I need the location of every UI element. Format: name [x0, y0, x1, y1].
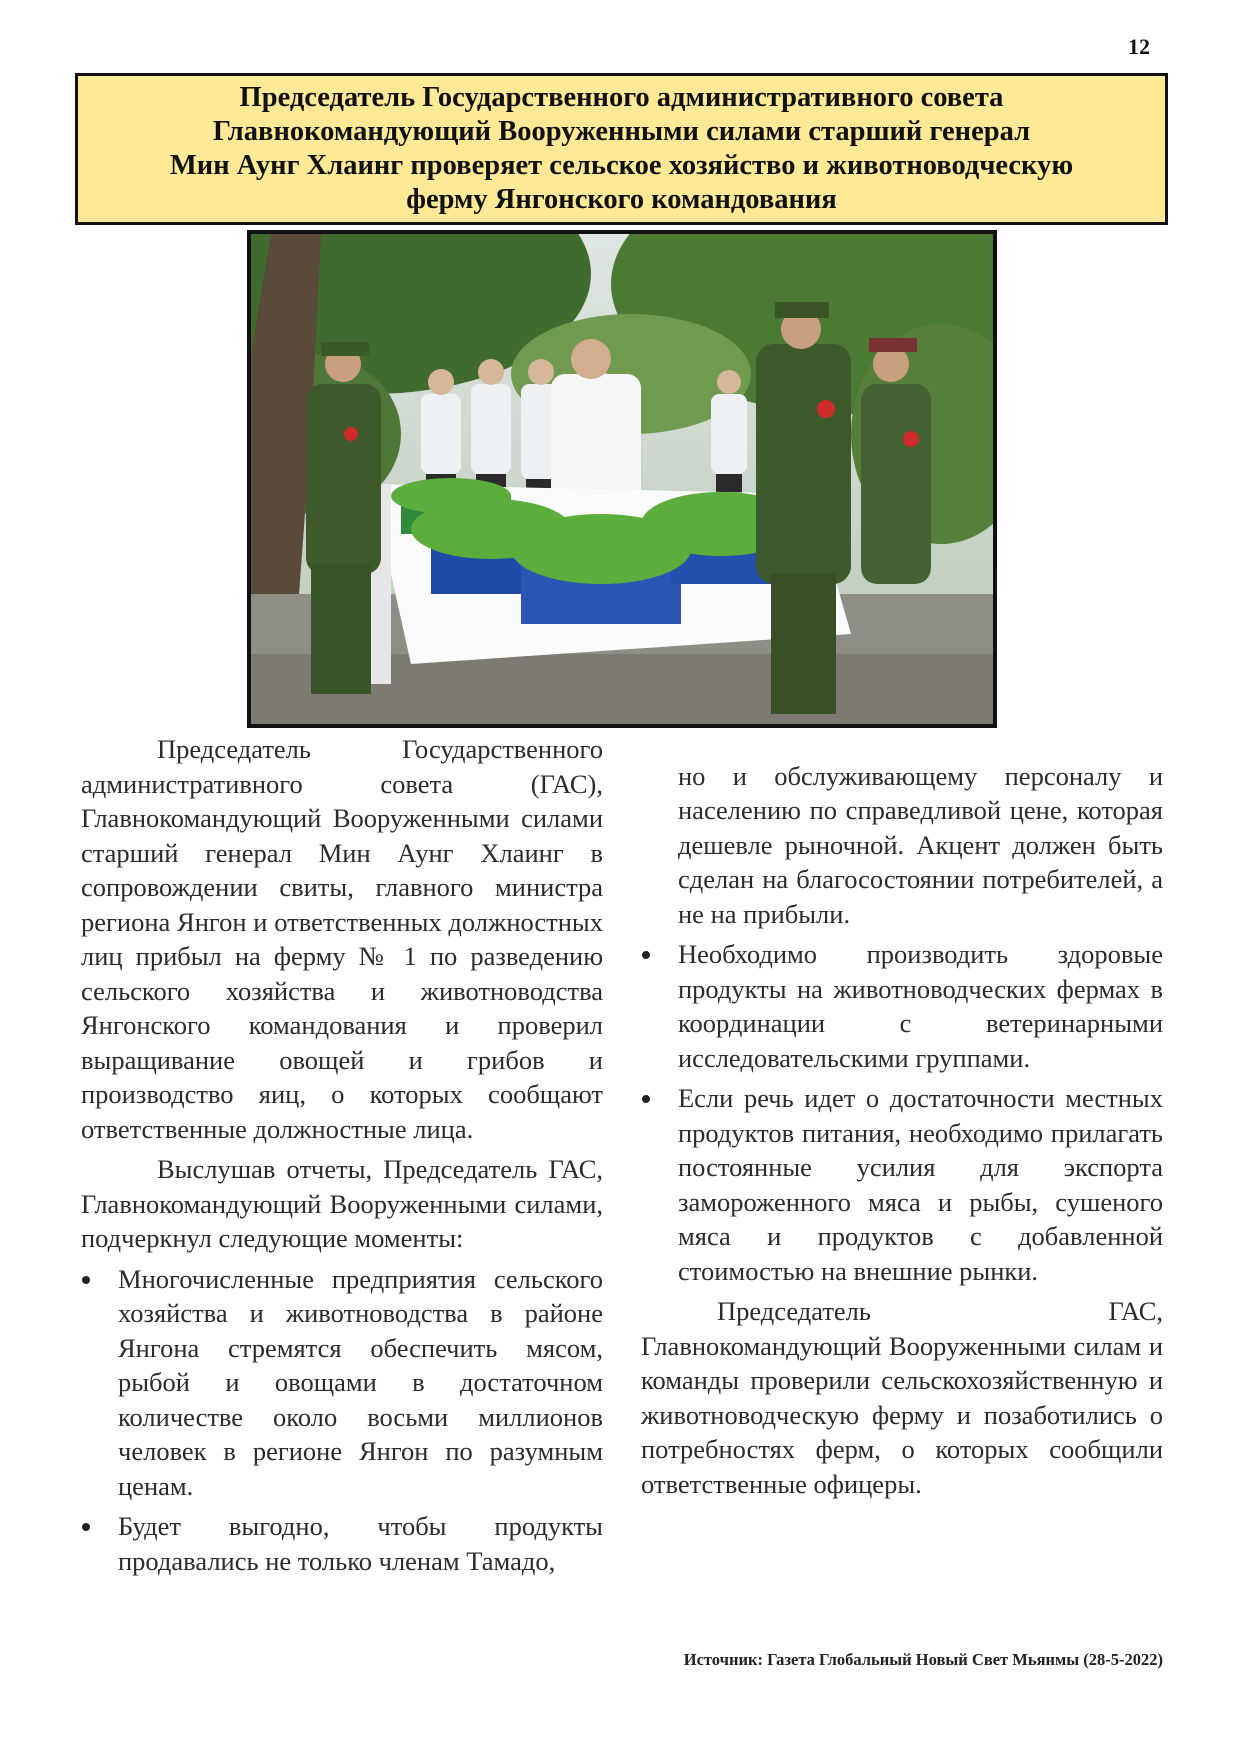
inspection-photo	[247, 230, 997, 728]
list-item-text: Будет выгодно, чтобы продукты продавались не только членам Тамадо,	[118, 1511, 603, 1576]
list-item	[641, 937, 1163, 1075]
headline-box	[75, 73, 1168, 225]
bullet-continuation: но и обслуживающему персоналу и населению по справедливой цене, которая дешевле рыночной. Акцент должен быть сделан на благосостоянии потребителей, а не на прибыли.	[678, 760, 1163, 929]
headline-line-3: Мин Аунг Хлаинг проверяет сельское хозяйство и животноводческую	[169, 150, 1074, 181]
list-item	[81, 1262, 603, 1504]
report-paragraph: Выслушав отчеты, Председатель ГАС, Главнокомандующий Вооруженными силами, подчеркнул следующие моменты:	[81, 1154, 603, 1253]
list-item-text: Многочисленные предприятия сельского хозяйства и животноводства в районе Янгона стремятся обеспечить мясом, рыбой и овощами в достаточном количестве около восьми миллионов человек в регионе Янгон по разумным ценам.	[118, 1263, 603, 1501]
photo-illustration	[251, 234, 993, 724]
key-points-list-right	[641, 937, 1163, 1288]
bullet-icon	[82, 1276, 90, 1284]
page-number: 12	[1128, 34, 1150, 59]
intro-paragraph: Председатель Государственного административного совета (ГАС), Главнокомандующий Вооруженными силами старший генерал Мин Аунг Хлаинг в сопровождении свиты, главного министра региона Янгон и ответственных должностных лиц прибыл на ферму № 1 по разведению сельского хозяйства и животноводства Янгонского командования и проверил выращивание овощей и грибов и производство яиц, о которых сообщают ответственные должностные лица.	[81, 734, 603, 1144]
headline-line-1: Председатель Государственного административного совета	[239, 82, 1004, 113]
source-citation: Источник: Газета Глобальный Новый Свет Мьянмы (28-5-2022)	[683, 1650, 1163, 1669]
right-column	[641, 732, 1163, 1507]
list-item	[81, 1509, 603, 1578]
closing-paragraph: Председатель ГАС, Главнокомандующий Вооруженными силам и команды проверили сельскохозяйственную и животноводческую ферму и позаботились о потребностях ферм, о которых сообщили ответственные офицеры.	[641, 1296, 1163, 1499]
bullet-icon	[642, 951, 650, 959]
list-item	[641, 1081, 1163, 1288]
bullet-icon	[642, 1095, 650, 1103]
bullet-icon	[82, 1523, 90, 1531]
list-item-text: Если речь идет о достаточности местных продуктов питания, необходимо прилагать постоянные усилия для экспорта замороженного мяса и рыбы, сушеного мяса и продуктов с добавленной стоимостью на внешние рынки.	[678, 1083, 1163, 1286]
key-points-list-left	[81, 1262, 603, 1579]
headline-line-2: Главнокомандующий Вооруженными силами старший генерал	[212, 116, 1031, 147]
list-item-text: Необходимо производить здоровые продукты на животноводческих фермах в координации с ветеринарными исследовательскими группами.	[678, 939, 1163, 1073]
left-column	[81, 732, 603, 1584]
headline-line-4: ферму Янгонского командования	[406, 184, 837, 215]
